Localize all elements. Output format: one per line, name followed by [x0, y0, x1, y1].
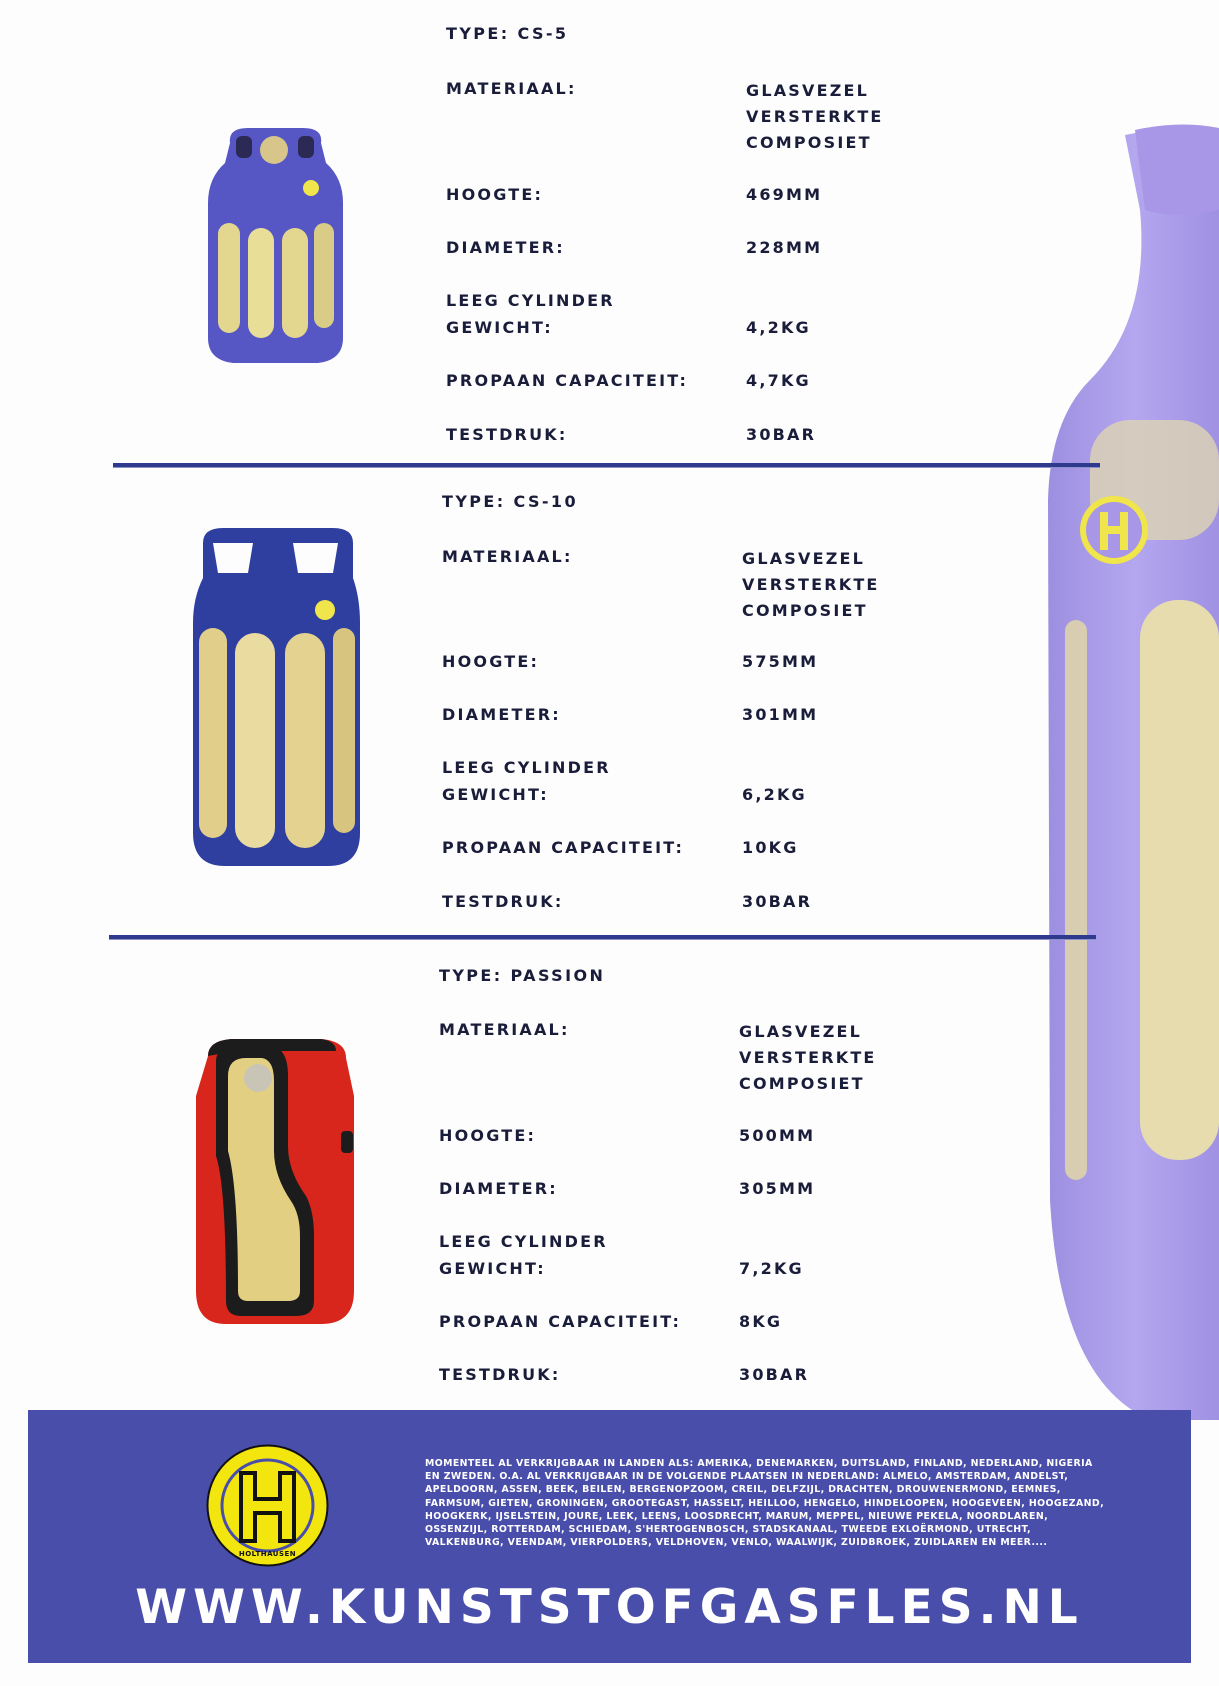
passion-cylinder-image — [196, 1036, 356, 1324]
value-diameter: 228MM — [746, 238, 823, 257]
label-capaciteit: PROPAAN CAPACITEIT: — [439, 1312, 682, 1331]
label-gewicht: LEEG CYLINDER GEWICHT: — [439, 1232, 608, 1278]
value-gewicht: 7,2KG — [739, 1259, 804, 1278]
label-diameter: DIAMETER: — [439, 1179, 558, 1198]
value-testdruk: 30BAR — [739, 1365, 810, 1384]
value-diameter: 301MM — [742, 705, 819, 724]
background-cylinder-image — [1030, 120, 1219, 1420]
label-diameter: DIAMETER: — [442, 705, 561, 724]
value-diameter: 305MM — [739, 1179, 816, 1198]
value-gewicht: 4,2KG — [746, 318, 811, 337]
value-hoogte: 469MM — [746, 185, 823, 204]
value-materiaal: GLASVEZEL VERSTERKTE COMPOSIET — [739, 1022, 877, 1093]
value-hoogte: 500MM — [739, 1126, 816, 1145]
cs10-cylinder-image — [193, 528, 360, 866]
availability-text: MOMENTEEL AL VERKRIJGBAAR IN LANDEN ALS: AMERIKA, DENEMARKEN, DUITSLAND, FINLAND, NEDERLAND, NIGERIA EN ZWEDEN. O.A. AL VERKRIJGBAAR IN DE VOLGENDE PLAATSEN IN NEDERLAND: ALMELO, AMSTERDAM, ANDELST, APELDOORN, ASSEN, BEEK, BEILEN, BERGENOPZOOM, CREIL, DELFZIJL, DRACHTEN, DROUWENERMOND, EEMNES, FARMSUM, GIETEN, GRONINGEN, GROOTEGAST, HASSELT, HEILLOO, HENGELO, HINDELOOPEN, HOOGEVEEN, HOOGEZAND, HOOGKERK, IJSELSTEIN, JOURE, LEEK, LEENS, LOOSDRECHT, MARUM, MEPPEL, NIEUWE PEKELA, NOORDLAREN, OSSENZIJL, ROTTERDAM, SCHIEDAM, S'HERTOGENBOSCH, STADSKANAAL, TWEEDE EXLOËRMOND, UTRECHT, VALKENBURG, VEENDAM, VIERPOLDERS, VELDHOVEN, VENLO, WAALWIJK, ZUIDBROEK, ZUIDLAREN EN MEER.... — [425, 1458, 1105, 1549]
value-testdruk: 30BAR — [746, 425, 817, 444]
label-capaciteit: PROPAAN CAPACITEIT: — [446, 371, 689, 390]
product-type: TYPE: PASSION — [439, 966, 606, 985]
value-testdruk: 30BAR — [742, 892, 813, 911]
label-gewicht: LEEG CYLINDER GEWICHT: — [442, 758, 611, 804]
value-capaciteit: 10KG — [742, 838, 799, 857]
value-capaciteit: 8KG — [739, 1312, 783, 1331]
product-type: TYPE: CS-5 — [446, 24, 569, 43]
label-testdruk: TESTDRUK: — [442, 892, 564, 911]
value-materiaal: GLASVEZEL VERSTERKTE COMPOSIET — [746, 81, 884, 152]
section-divider — [109, 935, 1096, 939]
holthausen-logo — [205, 1443, 330, 1568]
value-gewicht: 6,2KG — [742, 785, 807, 804]
value-capaciteit: 4,7KG — [746, 371, 811, 390]
section-divider — [113, 463, 1100, 467]
website-url[interactable]: WWW.KUNSTSTOFGASFLES.NL — [135, 1580, 1084, 1635]
label-hoogte: HOOGTE: — [442, 652, 540, 671]
product-type: TYPE: CS-10 — [442, 492, 578, 511]
label-hoogte: HOOGTE: — [439, 1126, 537, 1145]
value-materiaal: GLASVEZEL VERSTERKTE COMPOSIET — [742, 549, 880, 620]
logo-text: HOLTHAUSEN — [238, 1550, 297, 1558]
label-materiaal: MATERIAAL: — [439, 1020, 570, 1039]
value-hoogte: 575MM — [742, 652, 819, 671]
cs5-cylinder-image — [208, 128, 343, 363]
label-diameter: DIAMETER: — [446, 238, 565, 257]
label-materiaal: MATERIAAL: — [446, 79, 577, 98]
label-hoogte: HOOGTE: — [446, 185, 544, 204]
label-gewicht: LEEG CYLINDER GEWICHT: — [446, 291, 615, 337]
label-testdruk: TESTDRUK: — [446, 425, 568, 444]
label-materiaal: MATERIAAL: — [442, 547, 573, 566]
label-capaciteit: PROPAAN CAPACITEIT: — [442, 838, 685, 857]
label-testdruk: TESTDRUK: — [439, 1365, 561, 1384]
